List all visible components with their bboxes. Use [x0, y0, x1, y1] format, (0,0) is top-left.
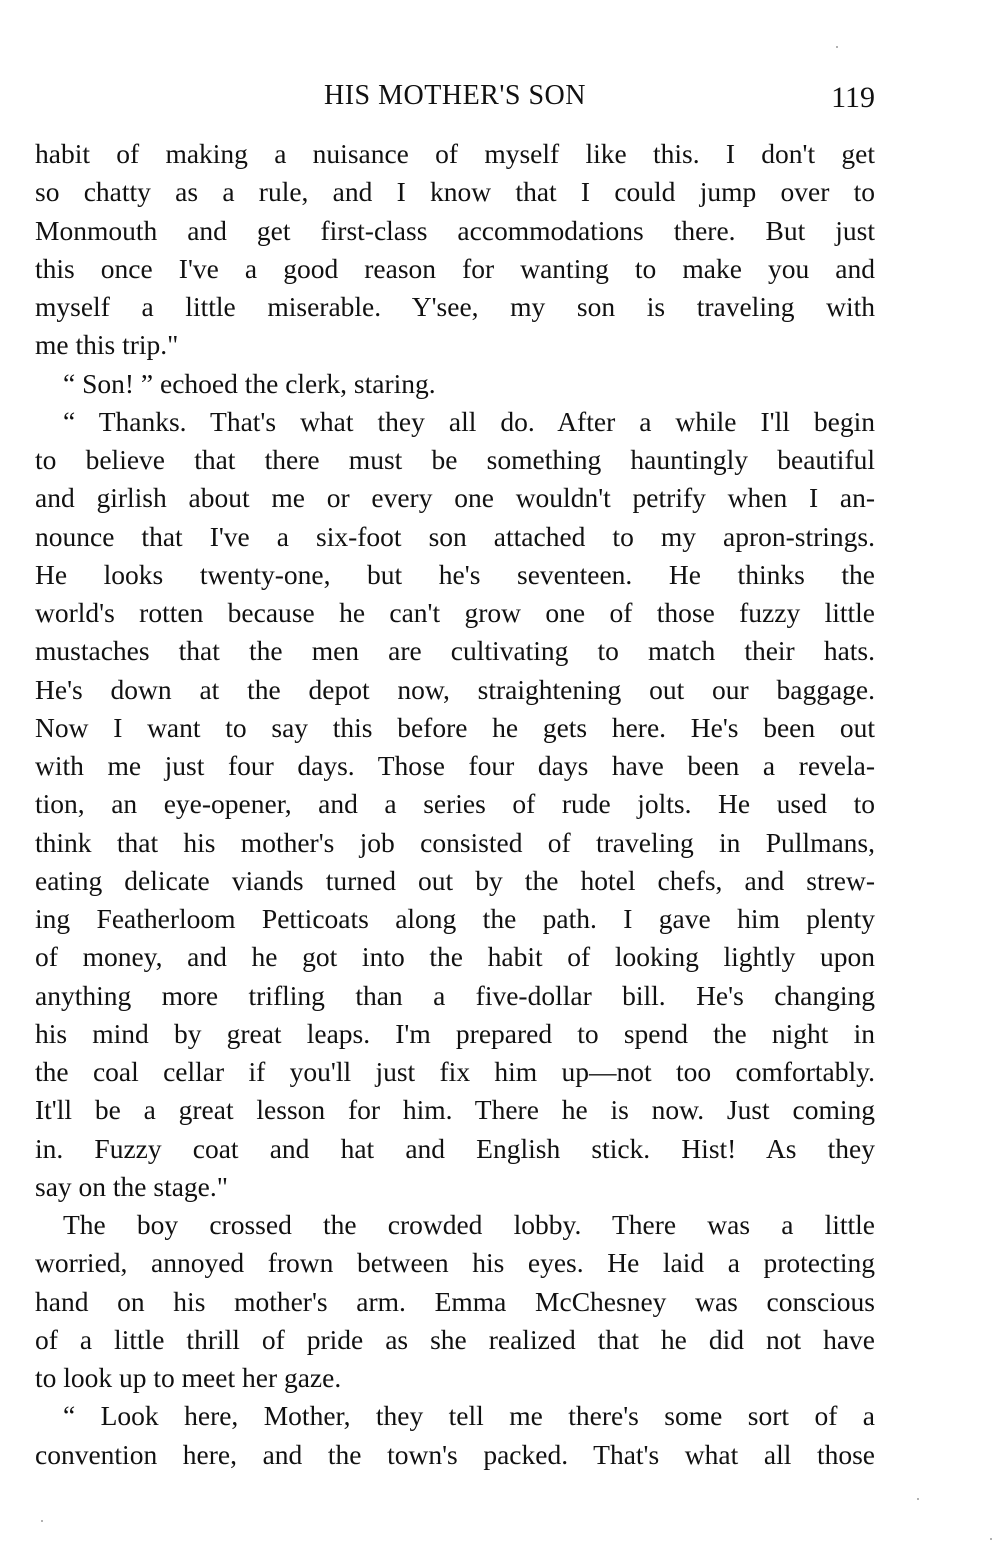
- text-line: worried, annoyed frown between his eyes. He laid a protecting: [35, 1247, 875, 1279]
- text-line: tion, an eye-opener, and a series of rude jolts. He used to: [35, 788, 875, 820]
- text-line: myself a little miserable. Y'see, my son is traveling with: [35, 291, 875, 322]
- text-line: Now I want to say this before he gets here. He's been out: [35, 711, 875, 743]
- scan-speck: [990, 1538, 992, 1540]
- text-line: world's rotten because he can't grow one of those fuzzy little: [35, 597, 875, 628]
- text-line: ing Featherloom Petticoats along the path. I gave him plenty: [35, 903, 875, 934]
- text-line: It'll be a great lesson for him. There he is now. Just coming: [35, 1094, 875, 1126]
- text-line: think that his mother's job consisted of traveling in Pullmans,: [35, 826, 875, 858]
- text-line: nounce that I've a six-foot son attached to my apron-strings.: [35, 520, 875, 552]
- text-line: He's down at the depot now, straightening out our baggage.: [35, 673, 875, 705]
- text-line: convention here, and the town's packed. That's what all those: [35, 1438, 875, 1470]
- text-line: so chatty as a rule, and I know that I could jump over to: [35, 176, 875, 208]
- text-line: and girlish about me or every one wouldn't petrify when I an-: [35, 482, 875, 514]
- body-text: [35, 135, 875, 1474]
- text-line: Monmouth and get first-class accommodations there. But just: [35, 214, 875, 246]
- text-line: with me just four days. Those four days have been a revela-: [35, 750, 875, 781]
- text-line: in. Fuzzy coat and hat and English stick. Hist! As they: [35, 1132, 875, 1164]
- scan-speck: [836, 46, 838, 48]
- text-line: “ Son! ” echoed the clerk, staring.: [63, 367, 436, 399]
- scan-speck: [917, 1498, 919, 1500]
- text-line: say on the stage.": [35, 1170, 228, 1202]
- text-line: eating delicate viands turned out by the hotel chefs, and strew-: [35, 864, 875, 896]
- page-number: 119: [831, 81, 875, 114]
- text-line: mustaches that the men are cultivating to match their hats.: [35, 635, 875, 667]
- scan-speck: [41, 1520, 43, 1522]
- text-line: of money, and he got into the habit of looking lightly upon: [35, 941, 875, 973]
- text-line: The boy crossed the crowded lobby. There was a little: [63, 1209, 875, 1240]
- running-head: [35, 76, 875, 116]
- text-line: this once I've a good reason for wanting to make you and: [35, 252, 875, 284]
- text-line: “ Look here, Mother, they tell me there's some sort of a: [63, 1400, 875, 1432]
- text-line: habit of making a nuisance of myself like this. I don't get: [35, 138, 875, 169]
- text-line: to look up to meet her gaze.: [35, 1362, 342, 1393]
- text-line: He looks twenty-one, but he's seventeen. He thinks the: [35, 558, 875, 590]
- text-line: me this trip.": [35, 329, 179, 361]
- text-line: anything more trifling than a five-dollar bill. He's changing: [35, 979, 875, 1011]
- text-line: to believe that there must be something hauntingly beautiful: [35, 444, 875, 475]
- text-line: the coal cellar if you'll just fix him up—not too comfortably.: [35, 1056, 875, 1087]
- running-title: HIS MOTHER'S SON: [324, 80, 586, 111]
- text-line: of a little thrill of pride as she realized that he did not have: [35, 1323, 875, 1355]
- text-line: “ Thanks. That's what they all do. After a while I'll begin: [63, 405, 875, 437]
- text-line: hand on his mother's arm. Emma McChesney was conscious: [35, 1285, 875, 1317]
- text-line: his mind by great leaps. I'm prepared to spend the night in: [35, 1017, 875, 1049]
